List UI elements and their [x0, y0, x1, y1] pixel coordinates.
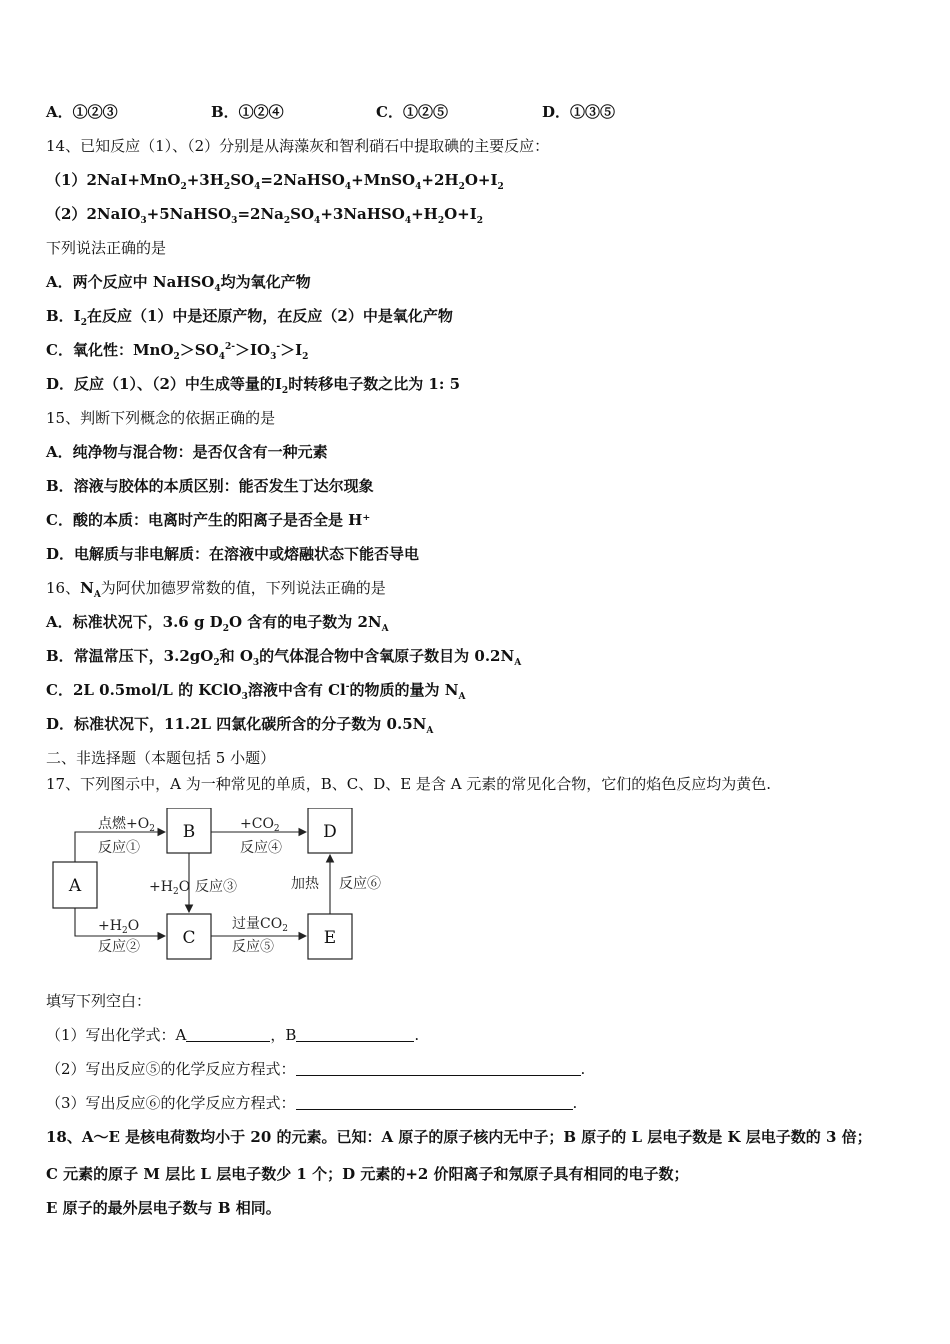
node-d-label: D [323, 822, 337, 842]
q15-option-a: A．纯净物与混合物：是否仅含有一种元素 [46, 443, 328, 461]
q14-stem: 14、已知反应（1）、（2）分别是从海藻灰和智利硝石中提取碘的主要反应： [46, 137, 550, 155]
label-reaction-6: 反应⑥ [339, 876, 381, 892]
q14-option-c: C．氧化性：$MnO_2>SO_4^{2-}>IO_3^->I_2$ [46, 341, 309, 362]
label-reaction-3: 反应③ [195, 879, 237, 895]
q14-option-a: A．两个反应中 NaHSO$_4$均为氧化产物 [46, 273, 311, 294]
prev-option-b: B．①②④ [211, 103, 284, 121]
q14-reaction-1: $(1)2NaI+MnO_2+3H_2SO_4=2NaHSO_4+MnSO_4+2H_2O+I_2$ [46, 171, 504, 192]
q18-line-3: E 原子的最外层电子数与 B 相同。 [46, 1199, 281, 1217]
label-reaction-2-condition: $+H_2O$ [98, 918, 140, 936]
q16-option-d: D．标准状况下，11.2L 四氯化碳所含的分子数为 $0.5N_A$ [46, 715, 434, 736]
q15-stem: 15、判断下列概念的依据正确的是 [46, 409, 276, 427]
prev-option-c: C．①②⑤ [376, 103, 448, 121]
q15-option-c: C．酸的本质：电离时产生的阳离子是否全是 H⁺ [46, 511, 371, 529]
q17-fill-prompt: 填写下列空白： [46, 992, 152, 1010]
q16-option-c: C．2L 0.5mol/L 的 KClO$_3$溶液中含有 Cl-的物质的量为 $N_A$ [46, 681, 466, 702]
q17-stem: 17、下列图示中，A 为一种常见的单质，B、C、D、E 是含 A 元素的常见化合物，它们的焰色反应均为黄色. [46, 775, 772, 793]
q14-option-b: B．$I_2$在反应（1）中是还原产物，在反应（2）中是氧化产物 [46, 307, 453, 328]
q17-part-1: （1）写出化学式：A ，B . [46, 1026, 420, 1044]
q17-part-2: （2）写出反应⑤的化学反应方程式： . [46, 1060, 586, 1078]
node-c-label: C [182, 928, 196, 948]
q15-option-d: D．电解质与非电解质：在溶液中或熔融状态下能否导电 [46, 545, 420, 563]
q16-stem: 16、$N_A$为阿伏加德罗常数的值，下列说法正确的是 [46, 579, 386, 600]
q15-option-b: B．溶液与胶体的本质区别：能否发生丁达尔现象 [46, 477, 374, 495]
label-reaction-5: 反应⑤ [232, 939, 274, 955]
q14-prompt: 下列说法正确的是 [46, 239, 167, 257]
q16-option-a: A．标准状况下，3.6 g $D_2O$ 含有的电子数为 $2N_A$ [46, 613, 389, 634]
q18-line-2: C 元素的原子 M 层比 L 层电子数少 1 个；D 元素的+2 价阳离子和氖原子具有相同的电子数； [46, 1165, 689, 1183]
reaction-flow-diagram [50, 808, 390, 966]
node-a-label: A [68, 876, 82, 896]
label-reaction-4: 反应④ [240, 840, 282, 856]
label-reaction-5-condition: 过量$CO_2$ [232, 916, 288, 934]
q14-reaction-2: $(2)2NaIO_3+5NaHSO_3=2Na_2SO_4+3NaHSO_4+H_2O+I_2$ [46, 205, 484, 226]
answer-blank-a[interactable] [186, 1027, 270, 1042]
label-reaction-1: 反应① [98, 840, 140, 856]
label-reaction-1-condition: 点燃$+O_2$ [98, 816, 155, 834]
q18-line-1: 18、A～E 是核电荷数均小于 20 的元素。已知：A 原子的原子核内无中子；B 原子的 L 层电子数是 K 层电子数的 3 倍； [46, 1128, 872, 1146]
prev-option-a: A．①②③ [46, 103, 118, 121]
answer-blank-b[interactable] [296, 1027, 414, 1042]
label-reaction-4-condition: $+CO_2$ [240, 816, 280, 834]
node-e-label: E [323, 928, 337, 948]
answer-blank-reaction-6[interactable] [296, 1095, 573, 1110]
section-2-heading: 二、非选择题（本题包括 5 小题） [46, 749, 276, 767]
label-reaction-2: 反应② [98, 939, 140, 955]
prev-option-d: D．①③⑤ [542, 103, 616, 121]
q14-option-d: D．反应（1）、（2）中生成等量的$I_2$时转移电子数之比为 1: 5 [46, 375, 461, 396]
label-reaction-6-condition: 加热 [291, 876, 319, 892]
q17-part-3: （3）写出反应⑥的化学反应方程式： . [46, 1094, 578, 1112]
q16-option-b: B．常温常压下，$3.2gO_2$和 $O_3$的气体混合物中含氧原子数目为 $0.2N_A$ [46, 647, 522, 668]
label-reaction-3-condition: $+H_2O$ [149, 879, 191, 897]
node-b-label: B [182, 822, 196, 842]
answer-blank-reaction-5[interactable] [296, 1061, 581, 1076]
